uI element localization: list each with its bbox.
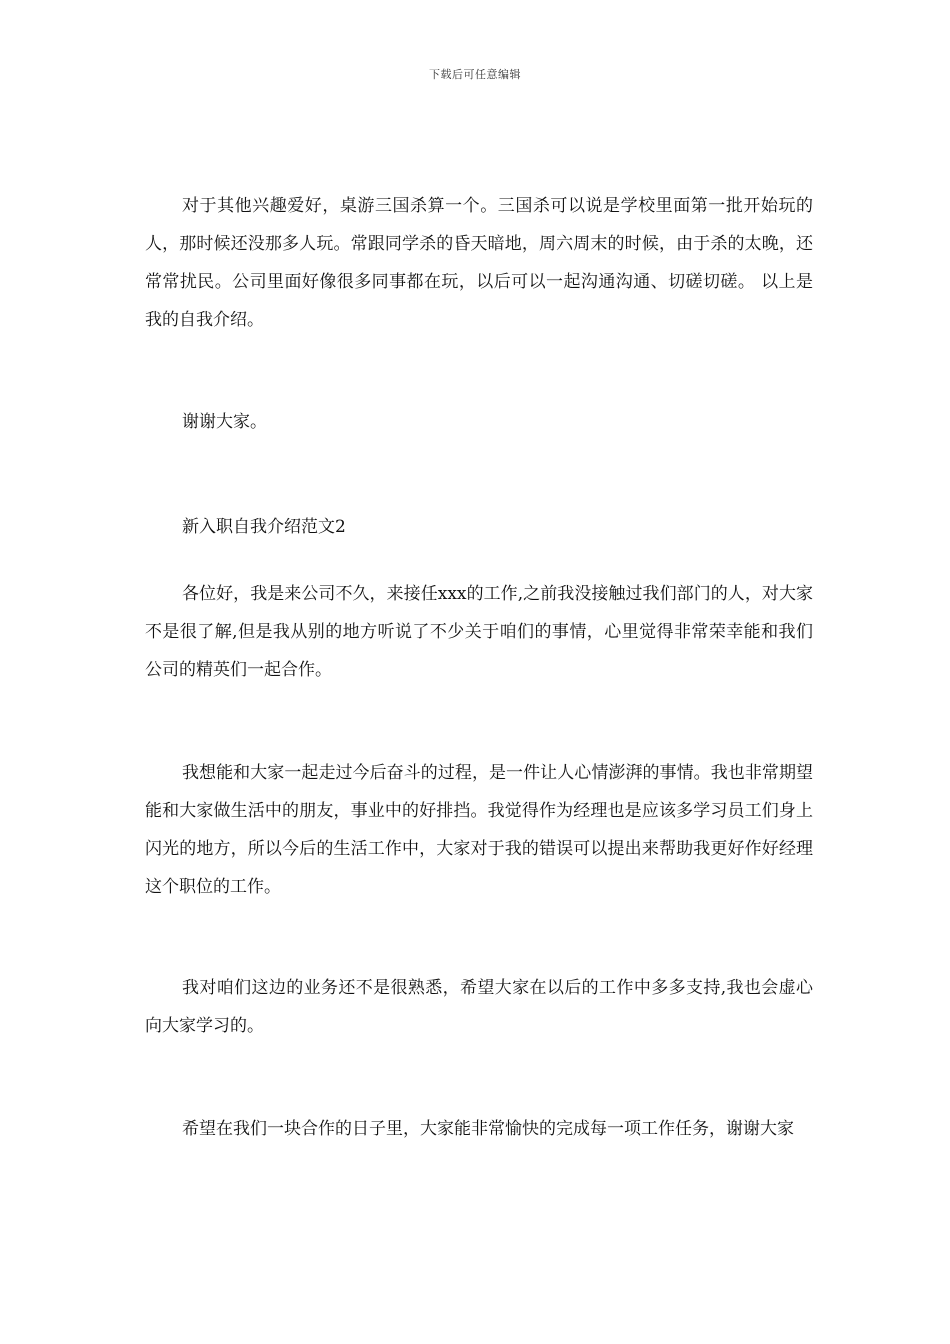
paragraph-support: 我对咱们这边的业务还不是很熟悉，希望大家在以后的工作中多多支持,我也会虚心向大家学习的。 [145, 978, 813, 1036]
paragraph-greeting: 各位好，我是来公司不久，来接任xxx的工作,之前我没接触过我们部门的人，对大家不是很了解,但是我从别的地方听说了不少关于咱们的事情，心里觉得非常荣幸能和我们公司的精英们一起合作。 [145, 584, 813, 680]
paragraph-aspiration: 我想能和大家一起走过今后奋斗的过程，是一件让人心情澎湃的事情。我也非常期望能和大家做生活中的朋友，事业中的好排挡。我觉得作为经理也是应该多学习员工们身上闪光的地方，所以今后的生活工作中，大家对于我的错误可以提出来帮助我更好作好经理这个职位的工作。 [145, 763, 813, 897]
page-header: 下载后可任意编辑 [429, 68, 521, 81]
section-heading: 新入职自我介绍范文2 [182, 517, 346, 537]
paragraph-closing: 希望在我们一块合作的日子里，大家能非常愉快的完成每一项工作任务，谢谢大家 [182, 1119, 794, 1139]
paragraph-thanks: 谢谢大家。 [182, 412, 267, 432]
paragraph-hobbies: 对于其他兴趣爱好，桌游三国杀算一个。三国杀可以说是学校里面第一批开始玩的人，那时候还没那多人玩。常跟同学杀的昏天暗地，周六周末的时候，由于杀的太晚，还常常扰民。公司里面好像很多同事都在玩，以后可以一起沟通沟通、切磋切磋。 以上是我的自我介绍。 [145, 196, 813, 330]
